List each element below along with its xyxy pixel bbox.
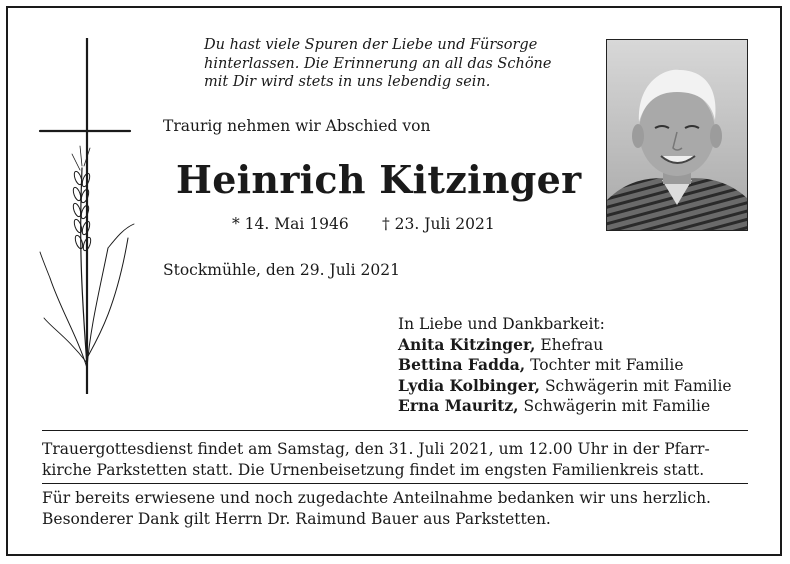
quote-line: hinterlassen. Die Erinnerung an all das Schöne	[204, 55, 552, 72]
farewell-intro: Traurig nehmen wir Abschied von	[163, 117, 431, 135]
mourner-name: Bettina Fadda,	[398, 355, 526, 374]
thanks-heading: In Liebe und Dankbarkeit:	[398, 315, 605, 333]
portrait-illustration	[607, 40, 747, 230]
memorial-quote	[204, 36, 551, 92]
quote-line: mit Dir wird stets in uns lebendig sein.	[204, 74, 491, 90]
thanks-block	[398, 315, 732, 417]
mourner-relation: Ehefrau	[535, 335, 604, 354]
mourner-relation: Tochter mit Familie	[525, 356, 684, 374]
cross-with-wheat-icon	[38, 38, 138, 394]
mourner-row	[398, 335, 732, 356]
service-line: kirche Parkstetten statt. Die Urnenbeisetzung findet im engsten Familienkreis statt.	[42, 461, 705, 479]
mourner-row	[398, 396, 732, 417]
mourner-name: Anita Kitzinger,	[398, 334, 536, 354]
divider	[42, 483, 748, 484]
place-and-date: Stockmühle, den 29. Juli 2021	[163, 261, 400, 279]
mourner-relation: Schwägerin mit Familie	[540, 376, 732, 395]
mourner-name: Lydia Kolbinger,	[398, 375, 541, 395]
divider	[42, 430, 748, 431]
death-date: † 23. Juli 2021	[382, 215, 495, 233]
portrait-photo	[606, 39, 748, 231]
gratitude-note	[42, 488, 711, 530]
deceased-name: Heinrich Kitzinger	[176, 157, 582, 202]
mourner-row	[398, 376, 732, 397]
service-line: Trauergottesdienst findet am Samstag, den 31. Juli 2021, um 12.00 Uhr in der Pfarr-	[42, 440, 710, 458]
birth-date: * 14. Mai 1946	[232, 215, 349, 233]
gratitude-line: Besonderer Dank gilt Herrn Dr. Raimund Bauer aus Parkstetten.	[42, 510, 551, 528]
mourner-row	[398, 355, 732, 376]
mourner-name: Erna Mauritz,	[398, 396, 519, 415]
mourner-relation: Schwägerin mit Familie	[518, 397, 711, 415]
quote-line: Du hast viele Spuren der Liebe und Fürsorge	[204, 37, 538, 53]
gratitude-line: Für bereits erwiesene und noch zugedachte Anteilnahme bedanken wir uns herzlich.	[42, 489, 711, 507]
service-notice	[42, 439, 710, 481]
